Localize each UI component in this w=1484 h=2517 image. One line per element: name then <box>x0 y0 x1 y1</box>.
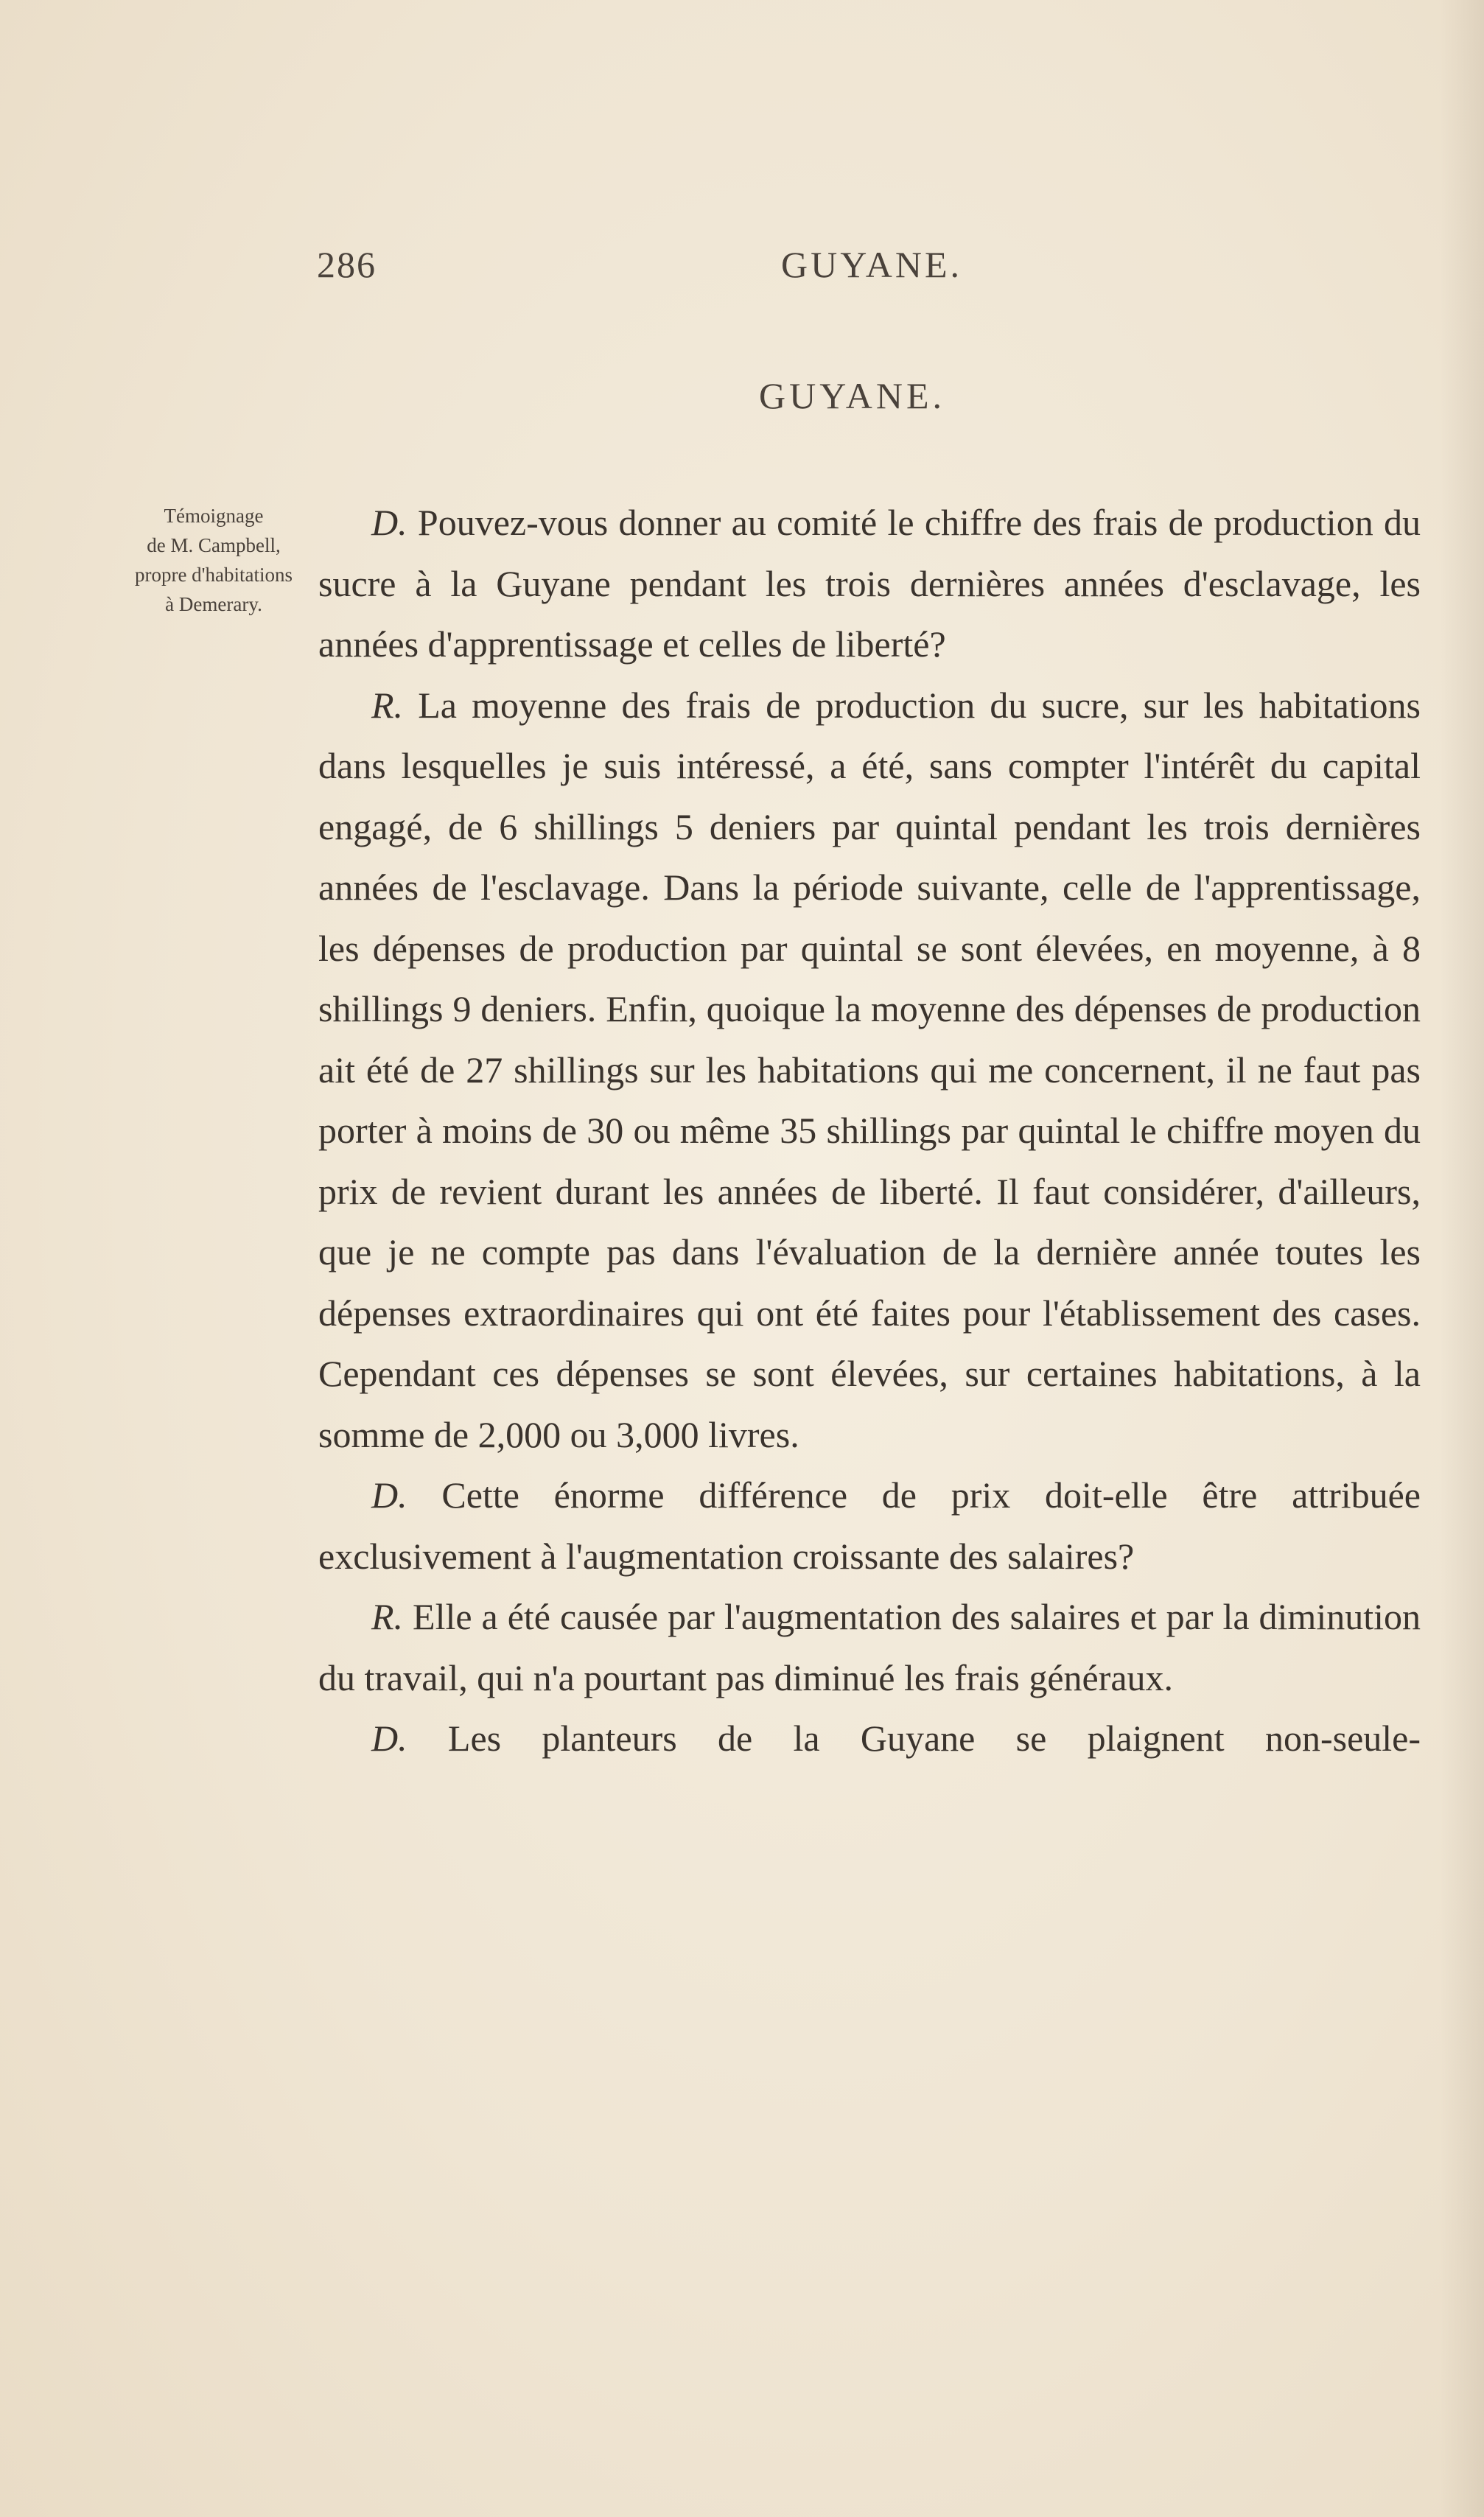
running-header <box>317 243 1422 302</box>
margin-note-line: Témoignage <box>164 505 264 527</box>
page-number: 286 <box>317 244 377 285</box>
body-text <box>318 492 1421 1769</box>
answer-paragraph <box>318 675 1421 1466</box>
question-paragraph <box>318 1708 1421 1769</box>
paragraph-text: La moyenne des frais de production du sucre, sur les habitations dans lesquelles je suis intéressé, a été, sans compter l'intérêt du capital engagé, de 6 shillings 5 deniers par quintal pendant les trois dernières années de l'esclavage. Dans la période suivante, celle de l'apprentissage, les dépenses de production par quintal se sont élevées, en moyenne, à 8 shillings 9 deniers. Enfin, quoique la moyenne des dépenses de production ait été de 27 shillings sur les habitations qui me concernent, il ne faut pas porter à moins de 30 ou même 35 shillings par quintal le chiffre moyen du prix de revient durant les années de liberté. Il faut considérer, d'ailleurs, que je ne compte pas dans l'évaluation de la dernière année toutes les dépenses extraordinaires qui ont été faites pour l'établissement des cases. Cependant ces dépenses se sont élevées, sur certaines habitations, à la somme de 2,000 ou 3,000 livres. <box>318 684 1421 1455</box>
margin-note <box>88 501 339 619</box>
page-gutter-shadow <box>1440 0 1484 2517</box>
speaker-label: D. <box>371 1718 407 1759</box>
speaker-label: D. <box>371 502 407 543</box>
question-paragraph <box>318 492 1421 675</box>
paragraph-text: Cette énorme différence de prix doit-elle être attribuée exclusivement à l'augmentation croissante des salaires? <box>318 1474 1421 1577</box>
speaker-label: R. <box>371 684 404 726</box>
paragraph-text: Elle a été causée par l'augmentation des salaires et par la diminution du travail, qui n'a pourtant pas diminué les frais généraux. <box>318 1596 1421 1698</box>
speaker-label: D. <box>371 1474 407 1516</box>
running-title: GUYANE. <box>781 244 963 285</box>
margin-note-line: de M. Campbell, <box>147 534 281 556</box>
paragraph-text: Pouvez-vous donner au comité le chiffre des frais de production du sucre à la Guyane pendant les trois dernières années d'esclavage, les années d'apprentissage et celles de liberté? <box>318 502 1421 665</box>
margin-note-line: propre d'habitations <box>134 564 293 586</box>
margin-note-line: à Demerary. <box>165 593 262 615</box>
speaker-label: R. <box>371 1596 404 1637</box>
section-title: GUYANE. <box>759 375 946 416</box>
question-paragraph <box>318 1465 1421 1586</box>
paragraph-text: Les planteurs de la Guyane se plaignent non-seule- <box>447 1718 1421 1759</box>
answer-paragraph <box>318 1586 1421 1708</box>
